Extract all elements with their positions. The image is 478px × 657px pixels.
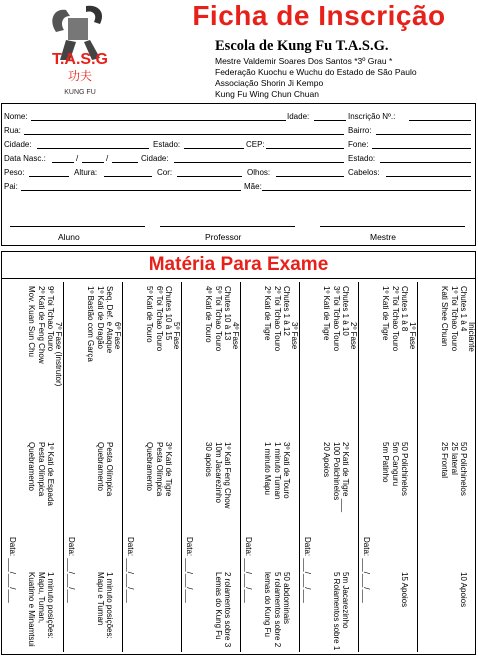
exam-requirement: Quebramento (145, 442, 155, 491)
age-field[interactable] (314, 120, 346, 121)
birth-year-field[interactable] (112, 162, 138, 163)
svg-text:KUNG FU: KUNG FU (64, 89, 96, 96)
school-name: Escola de Kung Fu T.A.S.G. (215, 38, 389, 54)
exam-requirement: 25 Frontal (440, 442, 450, 479)
exam-requirements-c2 (322, 442, 350, 582)
exam-requirement: 1 minuto Mapu (263, 442, 273, 495)
exam-date-field[interactable]: Data: ___/___/___ (362, 537, 371, 603)
exam-requirement: 50 abdominais (282, 572, 291, 625)
exam-requirements-c1 (27, 286, 55, 436)
exam-divider (1, 278, 476, 279)
exam-requirement: 1 minuto posições: (46, 572, 55, 639)
exam-column (358, 282, 417, 652)
svg-text:T.A.S.G: T.A.S.G (51, 51, 109, 68)
column-divider (417, 282, 418, 652)
exam-requirement: 6º Toi Tchao Touro (154, 286, 164, 352)
exam-column (4, 282, 63, 652)
exam-requirements-c2 (440, 442, 468, 582)
exam-requirement: Kati Shee Chuan (440, 286, 450, 347)
exam-requirement: 2º Kati de Tigre ___ (341, 442, 350, 513)
exam-column (181, 282, 240, 652)
exam-requirement: Chutes 10 à 13 (223, 286, 232, 341)
exam-requirement: Chutes 10 à 15 (164, 286, 173, 341)
exam-requirements-c1 (145, 286, 173, 436)
exam-phase-label: 1º Fase (408, 322, 417, 350)
exam-requirement: 3º Kati de Tigre (164, 442, 173, 497)
exam-requirement: 1º Kati de Espada (46, 442, 55, 506)
form-title: Ficha de Inscrição (192, 0, 446, 31)
exam-requirement: 3º Kati de Touro (282, 442, 291, 499)
phone-field[interactable] (372, 148, 471, 149)
exam-phase-label: 2º Fase (349, 322, 358, 350)
exam-requirement: Chutes 1 à 8 (400, 286, 409, 332)
exam-requirement: Kuatimo e Minamtsui (27, 572, 37, 647)
exam-requirement: 15 Apoios (400, 572, 409, 608)
exam-requirements-c3 (263, 572, 291, 652)
exam-requirement: Mov. Kuan Sun Chu (27, 286, 37, 358)
exam-requirements-c3 (27, 572, 55, 652)
exam-requirement: 2º Toi Tchao Touro (390, 286, 400, 352)
exam-requirements-c2 (204, 442, 232, 582)
teacher-signature-label: Professor (205, 232, 242, 242)
header (0, 0, 478, 100)
column-divider (181, 282, 182, 652)
exam-requirements-c2 (95, 442, 114, 582)
exam-requirement: 4º Kati de Touro (204, 286, 214, 343)
exam-column (122, 282, 181, 652)
school-logo (40, 2, 120, 98)
mother-field[interactable] (262, 190, 471, 191)
exam-requirement: Mapu, Tuman, (36, 572, 46, 624)
neighborhood-field[interactable] (376, 134, 471, 135)
father-field[interactable] (21, 190, 241, 191)
exam-requirements-c3 (331, 572, 350, 652)
registration-form (1, 103, 476, 246)
exam-requirement: Chutes 1 à 4 (459, 286, 468, 332)
exam-requirement: 50 Polichinelos (400, 442, 409, 496)
exam-requirements-c1 (322, 286, 350, 436)
birth-month-field[interactable] (82, 162, 104, 163)
birth-day-field[interactable] (52, 162, 74, 163)
weight-field[interactable] (29, 176, 69, 177)
exam-date-field[interactable]: Data: ___/___/___ (303, 537, 312, 603)
exam-requirements-c3 (400, 572, 409, 652)
color-field[interactable] (177, 176, 242, 177)
exam-column (417, 282, 476, 652)
exam-requirement: 1º Toi Tchao Touro (449, 286, 459, 352)
exam-requirement: 1º Bastão com Garça (86, 286, 96, 362)
exam-requirements-c1 (381, 286, 409, 436)
exam-requirements-c1 (86, 286, 114, 436)
hair-field[interactable] (386, 176, 471, 177)
exam-column (299, 282, 358, 652)
column-divider (122, 282, 123, 652)
street-field[interactable] (24, 134, 344, 135)
exam-requirement: lemas do Kung Fu (263, 572, 273, 637)
exam-requirement: 1º Kati de Tigre (381, 286, 391, 341)
header-line-master: Mestre Valdemir Soares Dos Santos *3º Grau * (215, 56, 393, 66)
exam-requirement: Chutes 1 à 12 (282, 286, 291, 336)
exam-requirement: 5m Canguru (390, 442, 400, 487)
svg-text:功夫: 功夫 (67, 69, 93, 83)
height-field[interactable] (104, 176, 152, 177)
exam-requirement: Mapu e Tuman (95, 572, 105, 626)
exam-date-field[interactable]: Data: ___/___/___ (126, 537, 135, 603)
exam-requirement: Quebramento (27, 442, 37, 491)
exam-requirements-c3 (95, 572, 114, 652)
master-signature-line[interactable] (320, 226, 465, 227)
exam-date-field[interactable]: Data: ___/___/___ (67, 537, 76, 603)
column-divider (63, 282, 64, 652)
exam-requirement: 1º Kati de Tigre (322, 286, 332, 341)
exam-phase-label: 7º Fase (Instrutor) (54, 322, 63, 387)
eyes-field[interactable] (276, 176, 344, 177)
state-field[interactable] (184, 148, 244, 149)
exam-requirements-c2 (381, 442, 409, 582)
exam-requirement: 25 lateral (449, 442, 459, 475)
master-signature-label: Mestre (370, 232, 396, 242)
teacher-signature-line[interactable] (160, 226, 295, 227)
exam-requirement: 2 rolamentos sobre 3 (223, 572, 232, 648)
zip-field[interactable] (266, 148, 344, 149)
exam-requirements-c1 (440, 286, 468, 436)
exam-requirement: 100 Polichinelos (331, 442, 341, 501)
exam-column (240, 282, 299, 652)
exam-requirements-c2 (263, 442, 291, 582)
exam-title: Matéria Para Exame (148, 254, 329, 275)
exam-requirement: 5 Rolamentos sobre 1 (331, 572, 341, 651)
exam-requirement: 1º Kati Feng Chow (223, 442, 232, 509)
exam-requirement: Seq. Def. e Ataque (105, 286, 114, 354)
student-signature-line[interactable] (10, 226, 145, 227)
exam-requirement: 2º Kati de Feng Chow (36, 286, 46, 364)
exam-requirement: Pesta Olímpica (36, 442, 46, 497)
exam-requirement: Lemas do Kung Fu (213, 572, 223, 640)
exam-requirement: 2º Kati de Tigre (263, 286, 273, 341)
header-line-federation: Federação Kuochu e Wuchu do Estado de São Paulo (215, 67, 417, 77)
exam-requirement: Pesta Olímpica (154, 442, 164, 497)
birth-state-field[interactable] (380, 162, 471, 163)
exam-requirement: 9º Toi Tchao Touro (46, 286, 55, 352)
exam-requirement: 5m Jacarezinho (341, 572, 350, 629)
exam-requirement: 50 Polichinelos (459, 442, 468, 496)
exam-date-field[interactable]: Data: ___/___/___ (8, 537, 17, 603)
exam-requirement: 5º Toi Tchao Touro (213, 286, 223, 352)
registration-number-field[interactable] (409, 120, 471, 121)
column-divider (358, 282, 359, 652)
exam-column (63, 282, 122, 652)
student-signature-label: Aluno (58, 232, 80, 242)
city-field[interactable] (37, 148, 149, 149)
exam-requirement: 2º Toi Tchao Touro (272, 286, 282, 352)
exam-requirements-c2 (145, 442, 173, 582)
exam-requirement: 5º Kati de Touro (145, 286, 155, 343)
exam-requirement: 5m Patinho (381, 442, 391, 483)
exam-requirement: 1 minuto Tuman (272, 442, 282, 500)
header-line-association: Associação Shorin Ji Kempo (215, 78, 324, 88)
exam-phase-label: 5º Fase (172, 322, 181, 350)
header-line-style: Kung Fu Wing Chun Chuan (215, 89, 319, 99)
exam-requirements-c1 (204, 286, 232, 436)
column-divider (240, 282, 241, 652)
exam-requirement: 1 minuto posições: (105, 572, 114, 639)
exam-phase-label: 6º Fase (113, 322, 122, 350)
exam-requirements-c1 (263, 286, 291, 436)
exam-requirement: Quebramento (95, 442, 105, 491)
exam-requirements-c3 (459, 572, 468, 652)
exam-phase-label: 3º Fase (290, 322, 299, 350)
exam-date-field[interactable]: Data: ___/___/___ (185, 537, 194, 603)
exam-requirement: 3º Toi Tchao Touro (331, 286, 341, 352)
exam-requirements-c3 (213, 572, 232, 652)
birth-city-field[interactable] (174, 162, 344, 163)
exam-requirements-c2 (27, 442, 55, 582)
exam-requirement: 30 apoios (204, 442, 214, 477)
exam-requirement: 10 Apoios (459, 572, 468, 608)
exam-requirement: Pesta Olímpica (105, 442, 114, 497)
column-divider (299, 282, 300, 652)
exam-requirement: Chutes 1 à 10 (341, 286, 350, 336)
exam-phase-label: Iniciante (467, 322, 476, 352)
exam-requirement: 1º Kati de Dragão (95, 286, 105, 349)
exam-phase-label: 4º Fase (231, 322, 240, 350)
exam-requirement: 20 Apoios (322, 442, 332, 478)
exam-date-field[interactable]: Data: ___/___/___ (244, 537, 253, 603)
exam-requirement: 10m Jacarezinho (213, 442, 223, 503)
name-field[interactable] (31, 120, 286, 121)
exam-requirement: 5 rolamentos sobre 2 (272, 572, 282, 648)
